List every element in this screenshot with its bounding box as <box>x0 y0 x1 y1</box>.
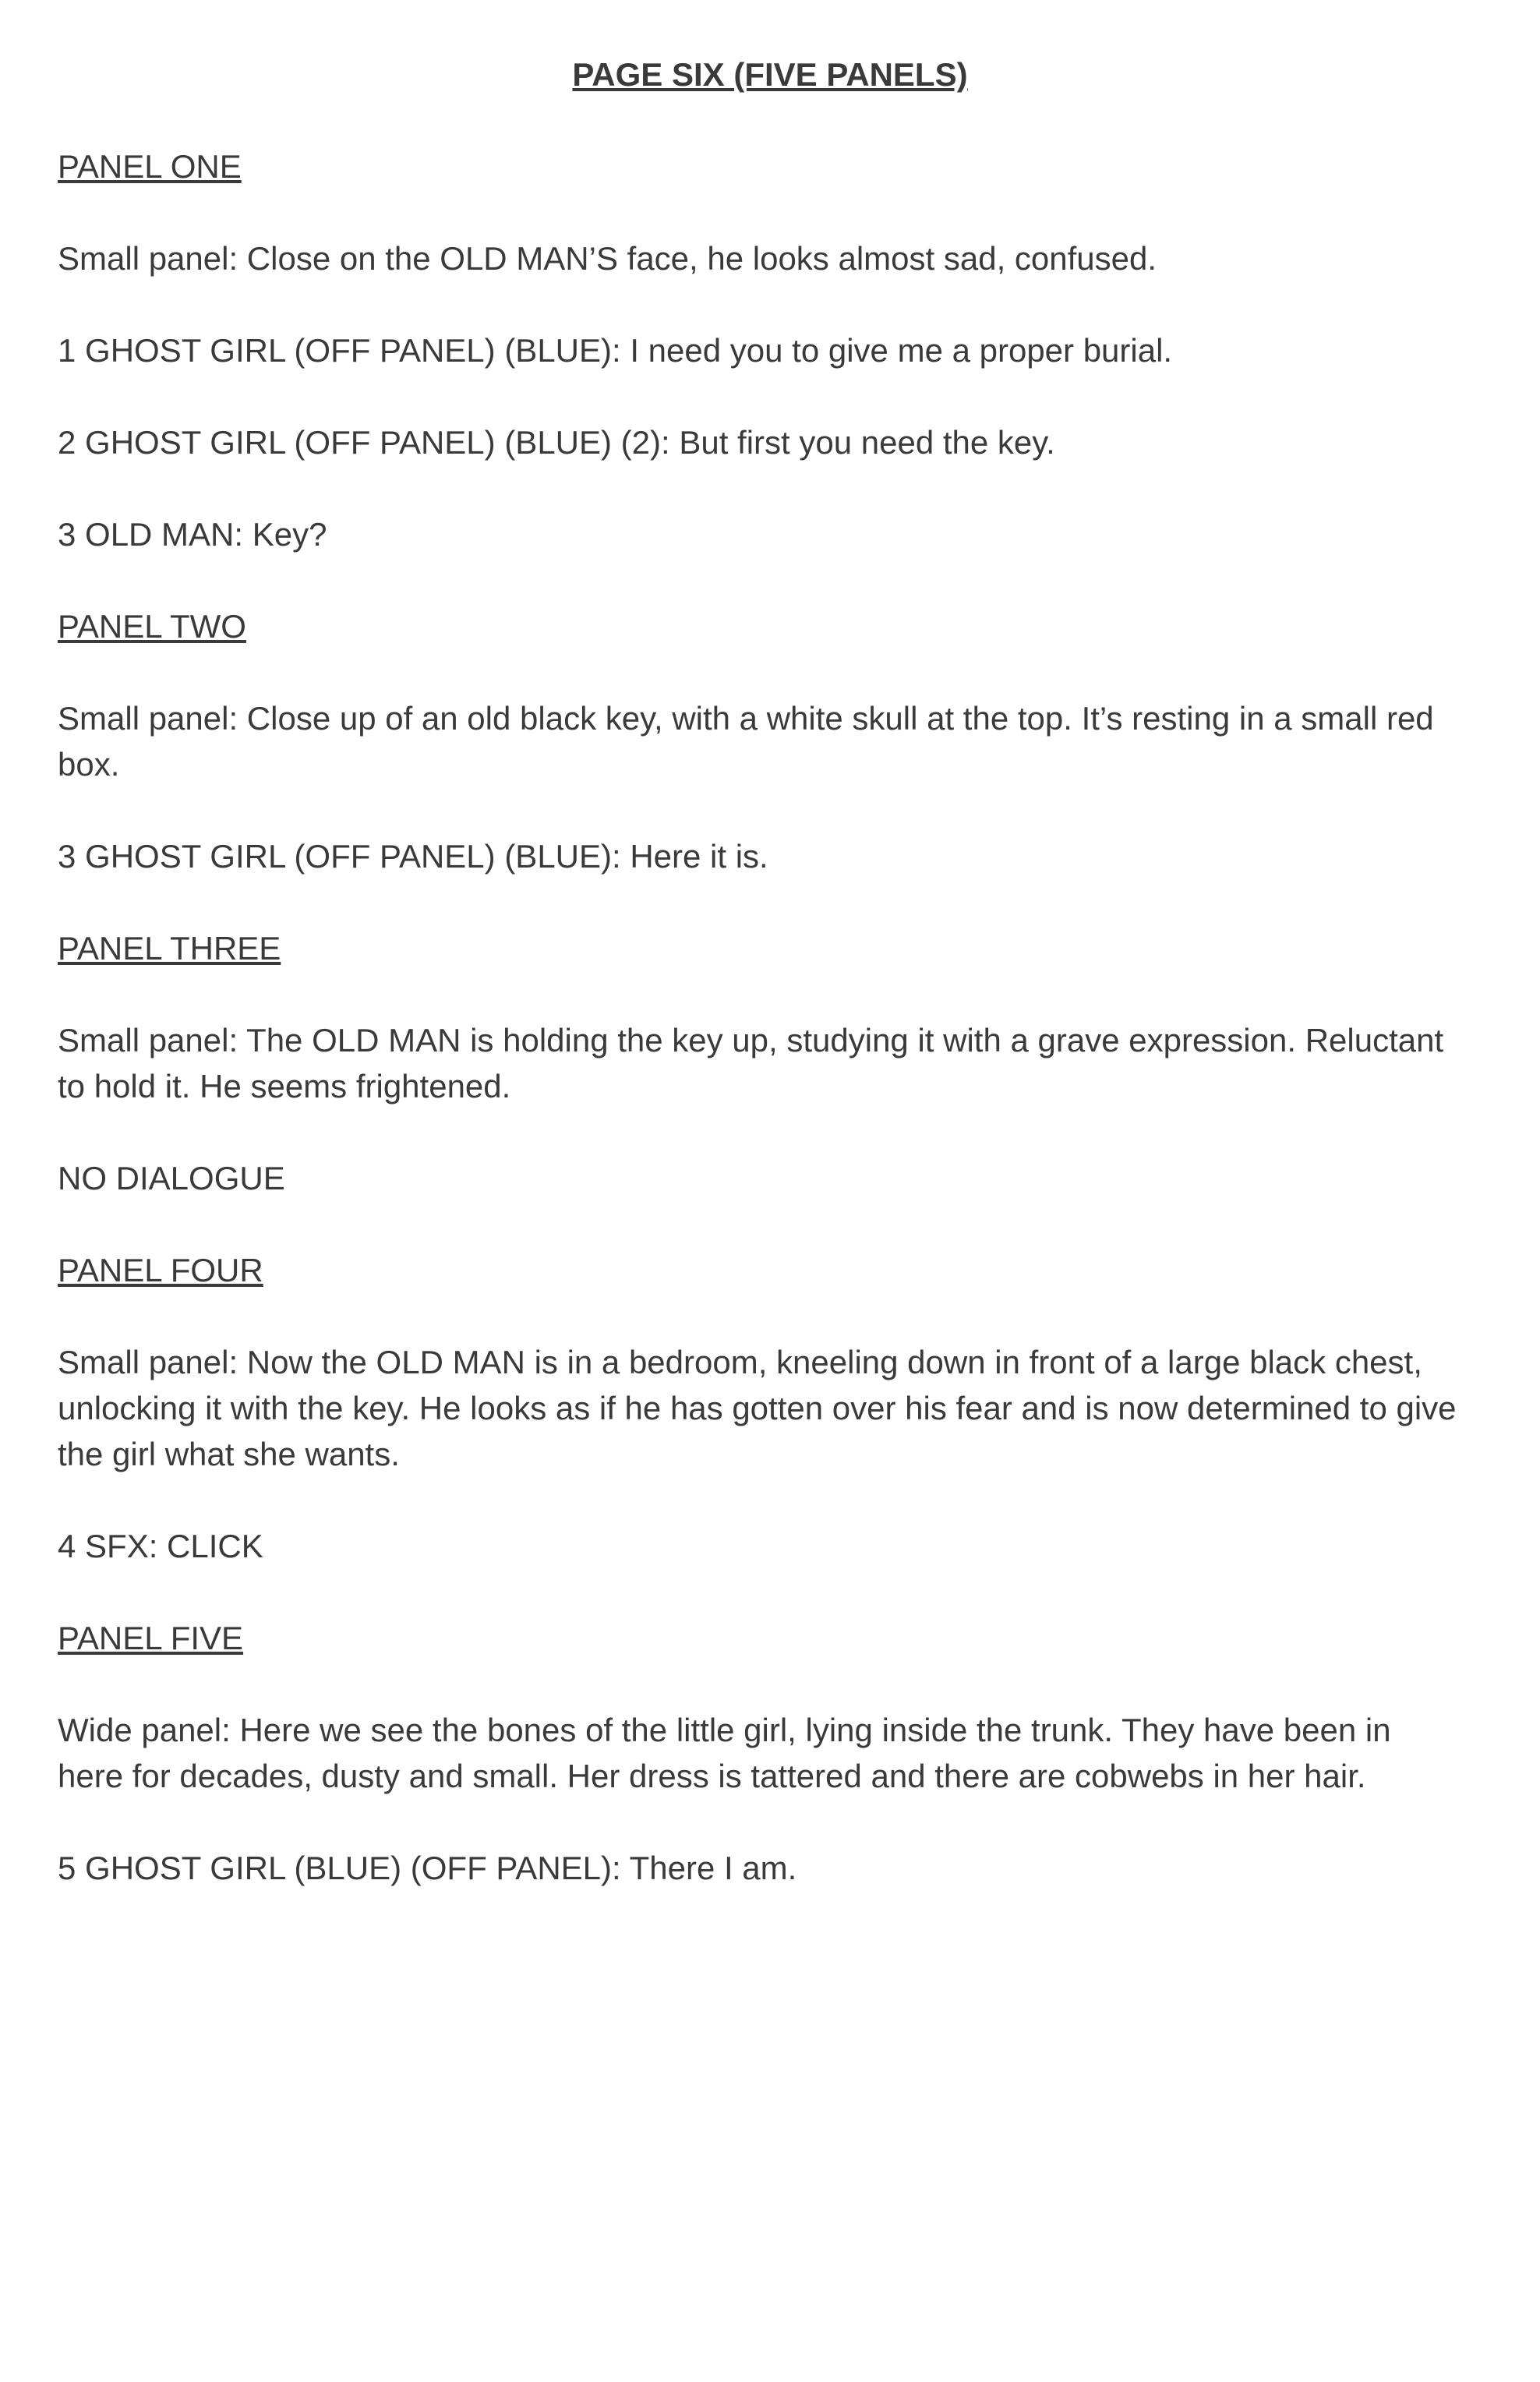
panel-description: Small panel: Now the OLD MAN is in a bedroom, kneeling down in front of a large black chest, unlocking it with the key. He looks as if he has gotten over his fear and is now determined to give the girl what she wants. <box>58 1344 1457 1472</box>
panel-heading: PANEL FOUR <box>58 1252 263 1288</box>
panel-heading: PANEL THREE <box>58 930 281 967</box>
panel-heading: PANEL ONE <box>58 148 242 185</box>
dialogue-line: NO DIALOGUE <box>58 1160 285 1196</box>
dialogue-line: 2 GHOST GIRL (OFF PANEL) (BLUE) (2): But first you need the key. <box>58 424 1055 461</box>
page-title: PAGE SIX (FIVE PANELS) <box>572 56 968 93</box>
dialogue-line: 5 GHOST GIRL (BLUE) (OFF PANEL): There I am. <box>58 1850 797 1886</box>
panel-heading: PANEL TWO <box>58 608 246 645</box>
panel-description: Small panel: The OLD MAN is holding the key up, studying it with a grave expression. Reluctant to hold it. He seems frightened. <box>58 1022 1444 1104</box>
dialogue-line: 3 GHOST GIRL (OFF PANEL) (BLUE): Here it is. <box>58 838 768 875</box>
panel-heading: PANEL FIVE <box>58 1620 244 1656</box>
dialogue-line: 3 OLD MAN: Key? <box>58 516 327 553</box>
script-content <box>58 51 1461 1937</box>
panel-description: Wide panel: Here we see the bones of the little girl, lying inside the trunk. They have been in here for decades, dusty and small. Her dress is tattered and there are cobwebs in her hair. <box>58 1712 1391 1794</box>
sfx-line: 4 SFX: CLICK <box>58 1528 263 1564</box>
dialogue-line: 1 GHOST GIRL (OFF PANEL) (BLUE): I need you to give me a proper burial. <box>58 332 1173 369</box>
panel-description: Small panel: Close up of an old black key, with a white skull at the top. It’s resting in a small red box. <box>58 700 1434 783</box>
panel-description: Small panel: Close on the OLD MAN’S face, he looks almost sad, confused. <box>58 240 1157 277</box>
